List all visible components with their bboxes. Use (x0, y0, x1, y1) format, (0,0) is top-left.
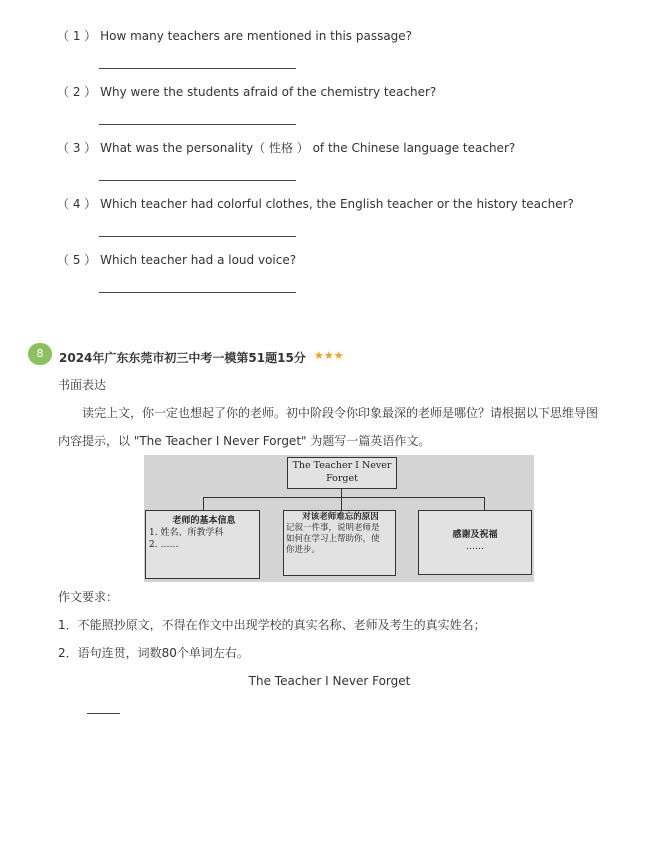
question-number: （ 1 ） (57, 29, 97, 43)
middle-line-2: 如何在学习上帮助你，使 (286, 534, 380, 544)
question-text: What was the personality（ 性格 ） of the Chinese language teacher? (100, 141, 516, 155)
mind-map-root (287, 457, 397, 489)
answer-line-3[interactable] (99, 180, 296, 181)
mind-map-right-box (418, 510, 532, 575)
question-number: （ 3 ） (57, 141, 97, 155)
prompt-line-2: 内容提示，以 "The Teacher I Never Forget" 为题写一篇英语作文。 (58, 434, 431, 448)
requirement-2: 2．语句连贯，词数80个单词左右。 (58, 646, 249, 660)
mind-map-diagram (144, 455, 534, 582)
essay-start-line[interactable] (87, 713, 120, 714)
right-title: 感谢及祝福 (452, 530, 498, 540)
question-number: （ 2 ） (57, 85, 97, 99)
mind-map-middle-box (283, 510, 396, 576)
question-number: （ 4 ） (57, 197, 97, 211)
left-title: 老师的基本信息 (172, 516, 236, 526)
root-line-2: Forget (326, 473, 358, 484)
answer-line-2[interactable] (99, 124, 296, 125)
problem-source: 2024年广东东莞市初三中考一模第51题15分 (59, 351, 306, 365)
question-text: Which teacher had a loud voice? (100, 253, 297, 267)
connector-line (484, 497, 485, 510)
middle-title: 对该老师难忘的原因 (302, 512, 379, 522)
middle-line-1: 记叙一件事，说明老师是 (286, 523, 380, 533)
question-number: （ 5 ） (57, 253, 97, 267)
connector-line (341, 497, 342, 510)
question-1 (57, 28, 412, 44)
section-label: 书面表达 (58, 378, 107, 392)
question-text: How many teachers are mentioned in this passage? (100, 29, 413, 43)
answer-line-5[interactable] (99, 292, 296, 293)
answer-line-4[interactable] (99, 236, 296, 237)
connector-line (203, 497, 204, 510)
problem-number-badge: 8 (28, 343, 52, 365)
question-text: Why were the students afraid of the chemistry teacher? (100, 85, 437, 99)
essay-title: The Teacher I Never Forget (248, 674, 411, 688)
question-5 (57, 252, 296, 268)
requirements-title: 作文要求： (58, 590, 119, 604)
question-4 (57, 196, 574, 212)
left-item-1: 1. 姓名、所教学科 (149, 528, 224, 538)
root-line-1: The Teacher I Never (292, 460, 392, 471)
connector-line (203, 497, 485, 498)
answer-line-1[interactable] (99, 68, 296, 69)
question-2 (57, 84, 436, 100)
requirement-1: 1．不能照抄原文，不得在作文中出现学校的真实名称、老师及考生的真实姓名； (58, 618, 486, 632)
connector-line (341, 488, 342, 497)
prompt-line-1: 读完上文，你一定也想起了你的老师。初中阶段令你印象最深的老师是哪位？请根据以下思维导图 (82, 406, 599, 420)
right-item: …… (466, 542, 484, 552)
middle-line-3: 你进步。 (286, 545, 321, 555)
left-item-2: 2. …… (149, 540, 179, 550)
question-3 (57, 140, 515, 156)
question-text: Which teacher had colorful clothes, the English teacher or the history teacher? (100, 197, 574, 211)
difficulty-stars: ★★★ (314, 349, 344, 362)
mind-map-left-box (145, 510, 260, 579)
